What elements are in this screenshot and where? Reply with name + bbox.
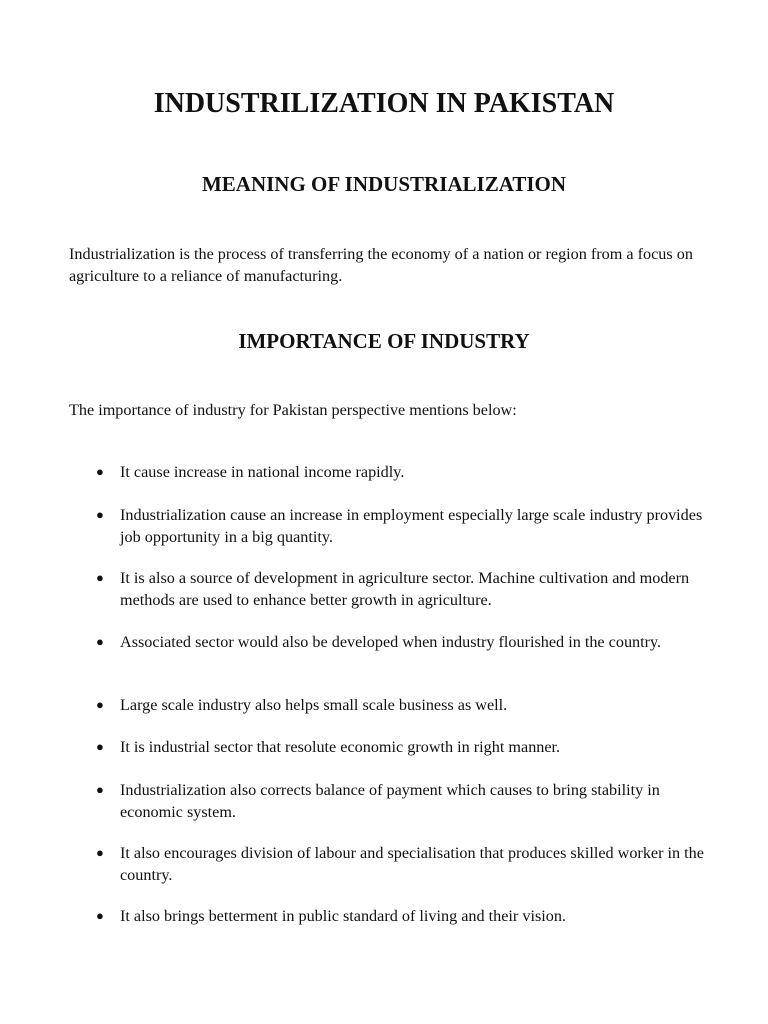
list-item-text: Industrialization cause an increase in employment especially large scale industry provides job opportunity in a big quantity.: [120, 506, 703, 546]
list-item-text: It cause increase in national income rapidly.: [120, 463, 405, 481]
list-item: [96, 567, 716, 611]
bullet-icon: ●: [96, 697, 104, 712]
bullet-icon: ●: [96, 570, 104, 585]
list-item-text: It also brings betterment in public standard of living and their vision.: [120, 907, 566, 925]
list-item-text: It also encourages division of labour and specialisation that produces skilled worker in the country.: [120, 844, 704, 884]
bullet-icon: ●: [96, 739, 104, 754]
bullet-icon: ●: [96, 507, 104, 522]
meaning-paragraph: Industrialization is the process of transferring the economy of a nation or region from a focus on agriculture to a reliance of manufacturing.: [69, 245, 693, 285]
bullet-icon: ●: [96, 845, 104, 860]
list-item: [96, 504, 716, 548]
section-heading-importance: IMPORTANCE OF INDUSTRY: [238, 329, 530, 353]
bullet-icon: ●: [96, 464, 104, 479]
list-item-text: Associated sector would also be developed when industry flourished in the country.: [120, 633, 662, 651]
list-item: [96, 905, 716, 927]
list-item-text: Large scale industry also helps small scale business as well.: [120, 696, 508, 714]
bullet-icon: ●: [96, 634, 104, 649]
list-item-text: It is also a source of development in agriculture sector. Machine cultivation and modern methods are used to enhance better growth in agriculture.: [120, 569, 690, 609]
list-item: [96, 779, 716, 823]
list-item: [96, 842, 716, 886]
section-heading-meaning: MEANING OF INDUSTRIALIZATION: [201, 172, 567, 196]
bullet-icon: ●: [96, 908, 104, 923]
bullet-icon: ●: [96, 782, 104, 797]
list-item: [96, 694, 716, 716]
list-item-text: Industrialization also corrects balance of payment which causes to bring stability in economic system.: [120, 781, 660, 821]
list-item: [96, 736, 716, 758]
list-item: [96, 631, 716, 653]
importance-intro: The importance of industry for Pakistan perspective mentions below:: [69, 401, 517, 419]
list-item-text: It is industrial sector that resolute economic growth in right manner.: [120, 738, 561, 756]
list-item: [96, 461, 716, 483]
document-title: INDUSTRILIZATION IN PAKISTAN: [153, 88, 615, 119]
